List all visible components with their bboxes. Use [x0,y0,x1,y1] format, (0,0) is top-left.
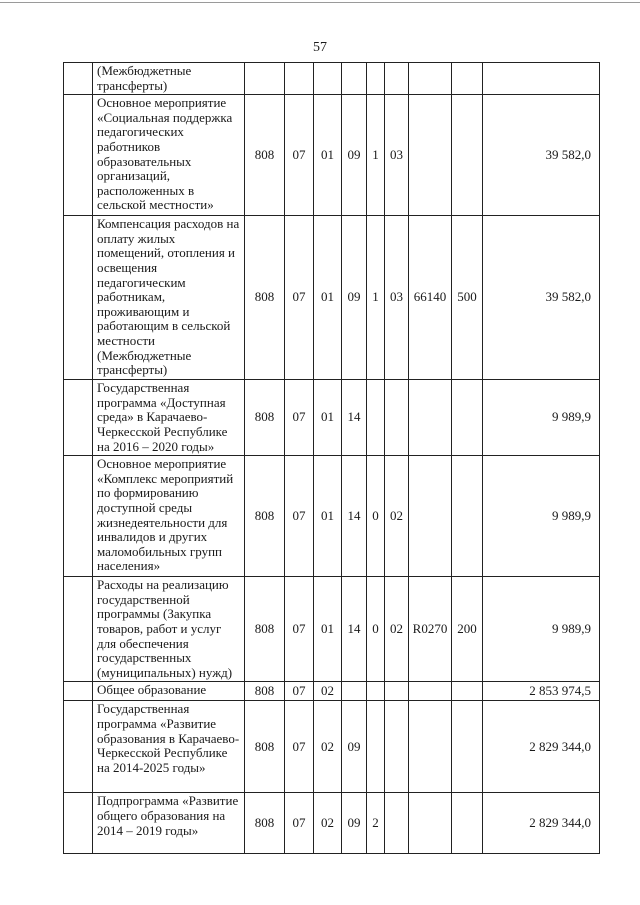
table-row [64,701,600,793]
cell-expense-type [452,456,483,577]
cell-program: 14 [342,380,367,456]
cell-name: Основное мероприятие «Комплекс мероприятий по формированию доступной среды жизнедеятельности для инвалидов и других маломобильных групп населения» [93,456,245,577]
cell-program: 14 [342,577,367,682]
table-row [64,682,600,701]
cell-subprogram: 0 [367,456,385,577]
cell-expense-type: 200 [452,577,483,682]
cell-ministry: 808 [245,216,285,380]
cell-name: Компенсация расходов на оплату жилых помещений, отопления и освещения педагогическим работникам, проживающим и работающим в сельской местности (Межбюджетные трансферты) [93,216,245,380]
cell-sum: 2 829 344,0 [483,701,600,793]
cell-num [64,95,93,216]
cell-name: Основное мероприятие «Социальная поддержка педагогических работников образовательных организаций, расположенных в сельской местности» [93,95,245,216]
table-row [64,577,600,682]
cell-expense-type: 500 [452,216,483,380]
cell-expense-type [452,682,483,701]
cell-program: 09 [342,95,367,216]
cell-program: 09 [342,701,367,793]
cell-num [64,577,93,682]
cell-ministry: 808 [245,682,285,701]
page-number: 57 [313,40,327,55]
cell-name: Государственная программа «Доступная среда» в Карачаево-Черкесской Республике на 2016 – 2020 годы» [93,380,245,456]
cell-direction [409,95,452,216]
cell-event: 03 [385,216,409,380]
cell-sum: 9 989,9 [483,577,600,682]
cell-direction [409,793,452,854]
cell-num [64,216,93,380]
cell-subprogram: 1 [367,216,385,380]
cell-direction [409,380,452,456]
cell-direction [409,63,452,95]
cell-direction [409,456,452,577]
cell-num [64,682,93,701]
cell-sum: 2 829 344,0 [483,793,600,854]
cell-subsection: 02 [314,793,342,854]
cell-section [285,63,314,95]
cell-ministry: 808 [245,456,285,577]
cell-direction [409,701,452,793]
cell-subsection: 02 [314,682,342,701]
cell-name: Подпрограмма «Развитие общего образования на 2014 – 2019 годы» [93,793,245,854]
table-row [64,63,600,95]
cell-ministry: 808 [245,95,285,216]
cell-section: 07 [285,577,314,682]
budget-table [63,62,600,854]
cell-event [385,63,409,95]
table-row [64,95,600,216]
cell-num [64,380,93,456]
cell-sum: 9 989,9 [483,380,600,456]
cell-num [64,701,93,793]
table-row [64,456,600,577]
cell-sum [483,63,600,95]
cell-program [342,682,367,701]
cell-ministry [245,63,285,95]
cell-ministry: 808 [245,577,285,682]
cell-direction: 66140 [409,216,452,380]
cell-ministry: 808 [245,701,285,793]
scan-top-edge [0,2,640,3]
cell-program: 14 [342,456,367,577]
cell-subsection [314,63,342,95]
cell-name: Расходы на реализацию государственной программы (Закупка товаров, работ и услуг для обеспечения государственных (муниципальных) нужд) [93,577,245,682]
cell-event [385,793,409,854]
cell-name: Общее образование [93,682,245,701]
cell-event: 03 [385,95,409,216]
cell-expense-type [452,380,483,456]
cell-expense-type [452,793,483,854]
cell-subprogram: 2 [367,793,385,854]
cell-section: 07 [285,95,314,216]
cell-name: (Межбюджетные трансферты) [93,63,245,95]
cell-subsection: 01 [314,95,342,216]
cell-subprogram: 0 [367,577,385,682]
cell-event: 02 [385,577,409,682]
cell-sum: 2 853 974,5 [483,682,600,701]
table-row [64,216,600,380]
cell-event: 02 [385,456,409,577]
cell-section: 07 [285,456,314,577]
cell-subprogram [367,380,385,456]
cell-subsection: 01 [314,216,342,380]
cell-program [342,63,367,95]
cell-expense-type [452,95,483,216]
cell-section: 07 [285,380,314,456]
cell-event [385,701,409,793]
cell-subprogram [367,701,385,793]
table-row [64,793,600,854]
cell-expense-type [452,63,483,95]
cell-direction: R0270 [409,577,452,682]
cell-num [64,793,93,854]
cell-expense-type [452,701,483,793]
cell-program: 09 [342,793,367,854]
cell-ministry: 808 [245,380,285,456]
cell-num [64,456,93,577]
cell-section: 07 [285,701,314,793]
cell-subsection: 02 [314,701,342,793]
cell-event [385,682,409,701]
cell-section: 07 [285,682,314,701]
cell-sum: 39 582,0 [483,216,600,380]
cell-name: Государственная программа «Развитие образования в Карачаево-Черкесской Республике на 2014-2025 годы» [93,701,245,793]
cell-subprogram: 1 [367,95,385,216]
cell-direction [409,682,452,701]
cell-section: 07 [285,216,314,380]
cell-event [385,380,409,456]
cell-program: 09 [342,216,367,380]
budget-table-body [64,63,600,854]
cell-subsection: 01 [314,456,342,577]
cell-sum: 9 989,9 [483,456,600,577]
cell-ministry: 808 [245,793,285,854]
cell-subsection: 01 [314,380,342,456]
cell-section: 07 [285,793,314,854]
cell-subsection: 01 [314,577,342,682]
cell-sum: 39 582,0 [483,95,600,216]
cell-subprogram [367,682,385,701]
table-row [64,380,600,456]
cell-num [64,63,93,95]
cell-subprogram [367,63,385,95]
